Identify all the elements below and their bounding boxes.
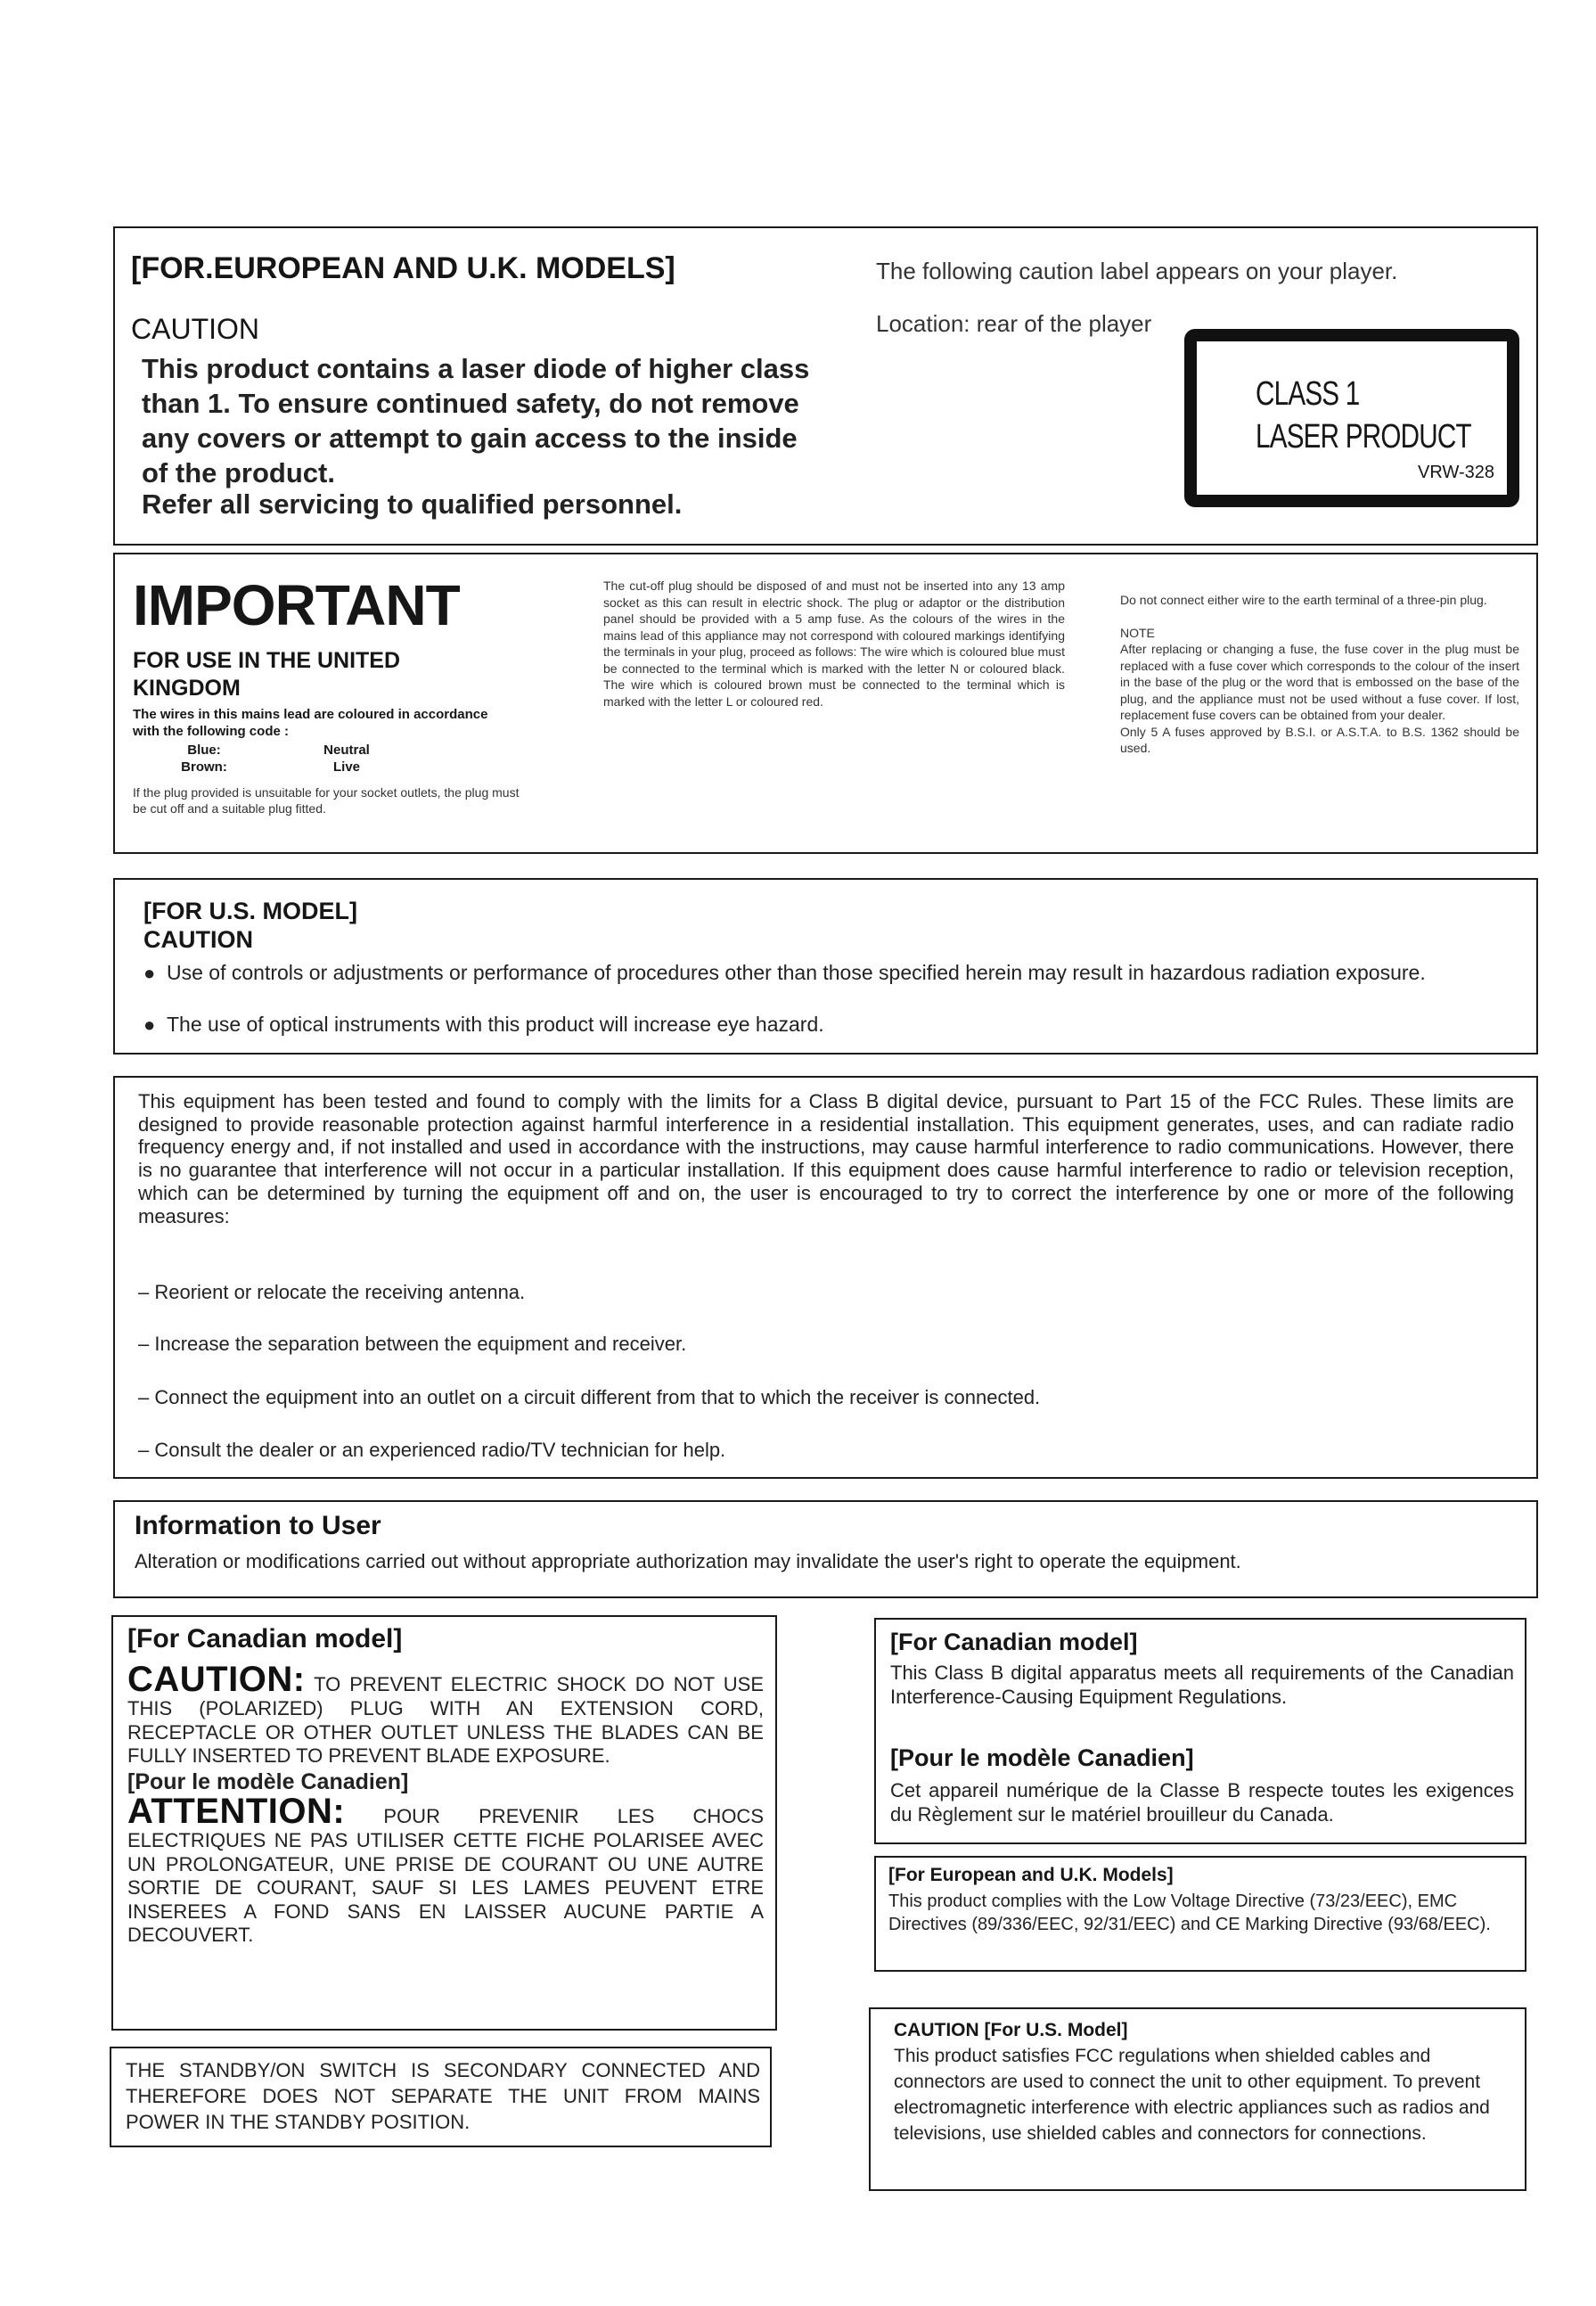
french-heading: [Pour le modèle Canadien] bbox=[127, 1768, 409, 1794]
us-shielded-cables-section bbox=[869, 2007, 1526, 2191]
eu-directive-heading: [For European and U.K. Models] bbox=[888, 1865, 1174, 1885]
eu-uk-heading: [FOR.EUROPEAN AND U.K. MODELS] bbox=[131, 251, 675, 285]
bullet-icon: ● bbox=[143, 1013, 156, 1036]
refer-servicing-text: Refer all servicing to qualified personnel. bbox=[142, 488, 683, 520]
label-line-laser-product: LASER PRODUCT bbox=[1256, 418, 1471, 455]
fcc-paragraph: This equipment has been tested and found to comply with the limits for a Class B digital device, pursuant to Part 15 of the FCC Rules. These limits are designed to provide reasonable protection against harmful interference in a residential installation. This equipment generates, uses, and can radiate radio frequency energy and, if not installed and used in accordance with the instructions, may cause harmful interference to radio communications. However, there is no guarantee that interference will not occur in a particular installation. If this equipment does cause harmful interference to radio or television reception, which can be determined by turning the equipment off and on, the user is encouraged to try to correct the interference by one or more of the following measures: bbox=[138, 1090, 1514, 1227]
canadian-class-b-text: This Class B digital apparatus meets all requirements of the Canadian Interference-Causing Equipment Regulations. bbox=[890, 1662, 1514, 1708]
canadian-model-heading: [For Canadian model] bbox=[890, 1629, 1138, 1655]
attention-word: ATTENTION: bbox=[127, 1792, 346, 1831]
us-caution-heading: CAUTION bbox=[143, 926, 253, 953]
earth-terminal-note-column bbox=[1120, 592, 1519, 757]
standby-text: THE STANDBY/ON SWITCH IS SECONDARY CONNECTED AND THEREFORE DOES NOT SEPARATE THE UNIT FROM MAINS POWER IN THE STANDBY POSITION. bbox=[126, 2059, 760, 2133]
fcc-measure-item: – Increase the separation between the equipment and receiver. bbox=[138, 1333, 687, 1355]
standby-switch-notice bbox=[110, 2047, 772, 2147]
label-code: VRW-328 bbox=[1418, 463, 1494, 482]
caution-word: CAUTION: bbox=[127, 1660, 306, 1699]
canadian-class-b-section bbox=[874, 1618, 1526, 1844]
wire-code-row bbox=[133, 742, 418, 759]
fuse-approval-note: Only 5 A fuses approved by B.S.I. or A.S.T.A. to B.S. 1362 should be used. bbox=[1120, 724, 1519, 755]
bullet-icon: ● bbox=[143, 962, 156, 984]
us-model-heading: [FOR U.S. MODEL] bbox=[143, 898, 357, 924]
plug-unsuitable-note: If the plug provided is unsuitable for your socket outlets, the plug must be cut off and a suitable plug fitted. bbox=[133, 785, 520, 816]
wire-color: Brown: bbox=[181, 759, 227, 775]
caution-bullet-item bbox=[143, 960, 1516, 986]
info-user-text: Alteration or modifications carried out without appropriate authorization may invalidate the user's right to operate the equipment. bbox=[135, 1550, 1241, 1572]
canadian-caution-body bbox=[127, 1662, 764, 1948]
uk-use-subtitle: FOR USE IN THE UNITED KINGDOM bbox=[133, 648, 401, 701]
note-label: NOTE bbox=[1120, 625, 1155, 640]
canadian-shock-caution-section bbox=[111, 1615, 777, 2031]
info-user-heading: Information to User bbox=[135, 1511, 381, 1540]
fcc-measure-item: – Reorient or relocate the receiving antenna. bbox=[138, 1281, 526, 1303]
us-model-caution-section bbox=[113, 878, 1538, 1055]
earth-terminal-warning: Do not connect either wire to the earth terminal of a three-pin plug. bbox=[1120, 593, 1487, 607]
information-to-user-section bbox=[113, 1500, 1538, 1598]
label-intro-text: The following caution label appears on your player. bbox=[876, 258, 1398, 284]
fcc-measure-item: – Connect the equipment into an outlet on a circuit different from that to which the receiver is connected. bbox=[138, 1386, 1041, 1408]
canadian-model-heading: [For Canadian model] bbox=[127, 1624, 403, 1654]
class1-laser-label bbox=[1184, 329, 1519, 507]
fcc-notice-section bbox=[113, 1076, 1538, 1479]
wire-color-code bbox=[133, 742, 418, 776]
important-uk-wiring-section bbox=[113, 553, 1538, 854]
wires-intro-text: The wires in this mains lead are coloured in accordance with the following code : bbox=[133, 707, 488, 739]
label-location-text: Location: rear of the player bbox=[876, 310, 1152, 337]
eu-directive-section bbox=[874, 1856, 1526, 1972]
caution-text: TO PREVENT ELECTRIC SHOCK DO NOT USE THIS (POLARIZED) PLUG WITH AN EXTENSION CORD, RECEPTACLE OR OTHER OUTLET UNLESS THE BLADES CAN BE FULLY INSERTED TO PREVENT BLADE EXPOSURE. bbox=[127, 1673, 764, 1767]
eu-uk-laser-caution-section bbox=[113, 226, 1538, 546]
eu-directive-text: This product complies with the Low Voltage Directive (73/23/EEC), EMC Directives (89/336/EEC, 92/31/EEC) and CE Marking Directive (93/68/EEC). bbox=[888, 1892, 1491, 1934]
important-title: IMPORTANT bbox=[133, 573, 460, 637]
wire-color: Blue: bbox=[187, 743, 221, 758]
french-heading: [Pour le modèle Canadien] bbox=[890, 1744, 1194, 1771]
bullet-text: Use of controls or adjustments or performance of procedures other than those specified herein may result in hazardous radiation exposure. bbox=[167, 961, 1426, 984]
cut-off-plug-instructions: The cut-off plug should be disposed of and must not be inserted into any 13 amp socket as this can result in electric shock. The plug or adaptor or the distribution panel should be provided with a 5 amp fuse. As the colours of the wires in the mains lead of this appliance may not correspond with coloured markings identifying the terminals in your plug, proceed as follows: The wire which is coloured blue must be connected to the terminal which is marked with the letter N or coloured black. The wire which is coloured brown must be connected to the terminal which is marked with the letter L or coloured red. bbox=[603, 579, 1065, 709]
wire-code-row bbox=[133, 759, 418, 776]
us-cables-heading: CAUTION [For U.S. Model] bbox=[894, 2020, 1128, 2040]
bullet-text: The use of optical instruments with this product will increase eye hazard. bbox=[167, 1013, 824, 1036]
laser-caution-text: This product contains a laser diode of higher class than 1. To ensure continued safety, do not remove any covers or attempt to gain access to the inside of the product. bbox=[142, 353, 810, 488]
wire-meaning: Neutral bbox=[323, 743, 370, 758]
fuse-cover-note: After replacing or changing a fuse, the fuse cover in the plug must be replaced with a fuse cover which corresponds to the colour of the insert in the base of the plug or the word that is embossed on the base of the plug, and the appliance must not be used without a fuse cover. If lost, replacement fuse covers can be obtained from your dealer. bbox=[1120, 642, 1519, 722]
wire-meaning: Live bbox=[332, 759, 360, 775]
caution-bullet-item bbox=[143, 1012, 1516, 1038]
label-line-class: CLASS 1 bbox=[1256, 375, 1360, 413]
french-class-b-text: Cet appareil numérique de la Classe B respecte toutes les exigences du Règlement sur le matériel brouilleur du Canada. bbox=[890, 1779, 1514, 1826]
fcc-measure-item: – Consult the dealer or an experienced radio/TV technician for help. bbox=[138, 1439, 726, 1461]
caution-heading: CAUTION bbox=[131, 313, 259, 345]
us-cables-text: This product satisfies FCC regulations when shielded cables and connectors are used to connect the unit to other equipment. To prevent electromagnetic interference with electric appliances such as radios and televisions, use shielded cables and connectors for connections. bbox=[894, 2046, 1490, 2144]
attention-text: POUR PREVENIR LES CHOCS ELECTRIQUES NE PAS UTILISER CETTE FICHE POLARISEE AVEC UN PROLONGATEUR, UNE PRISE DE COURANT OU UNE AUTRE SORTIE DE COURANT, SAUF SI LES LAMES PEUVENT ETRE INSEREES A FOND SANS EN LAISSER AUCUNE PARTIE A DECOUVERT. bbox=[127, 1805, 764, 1946]
